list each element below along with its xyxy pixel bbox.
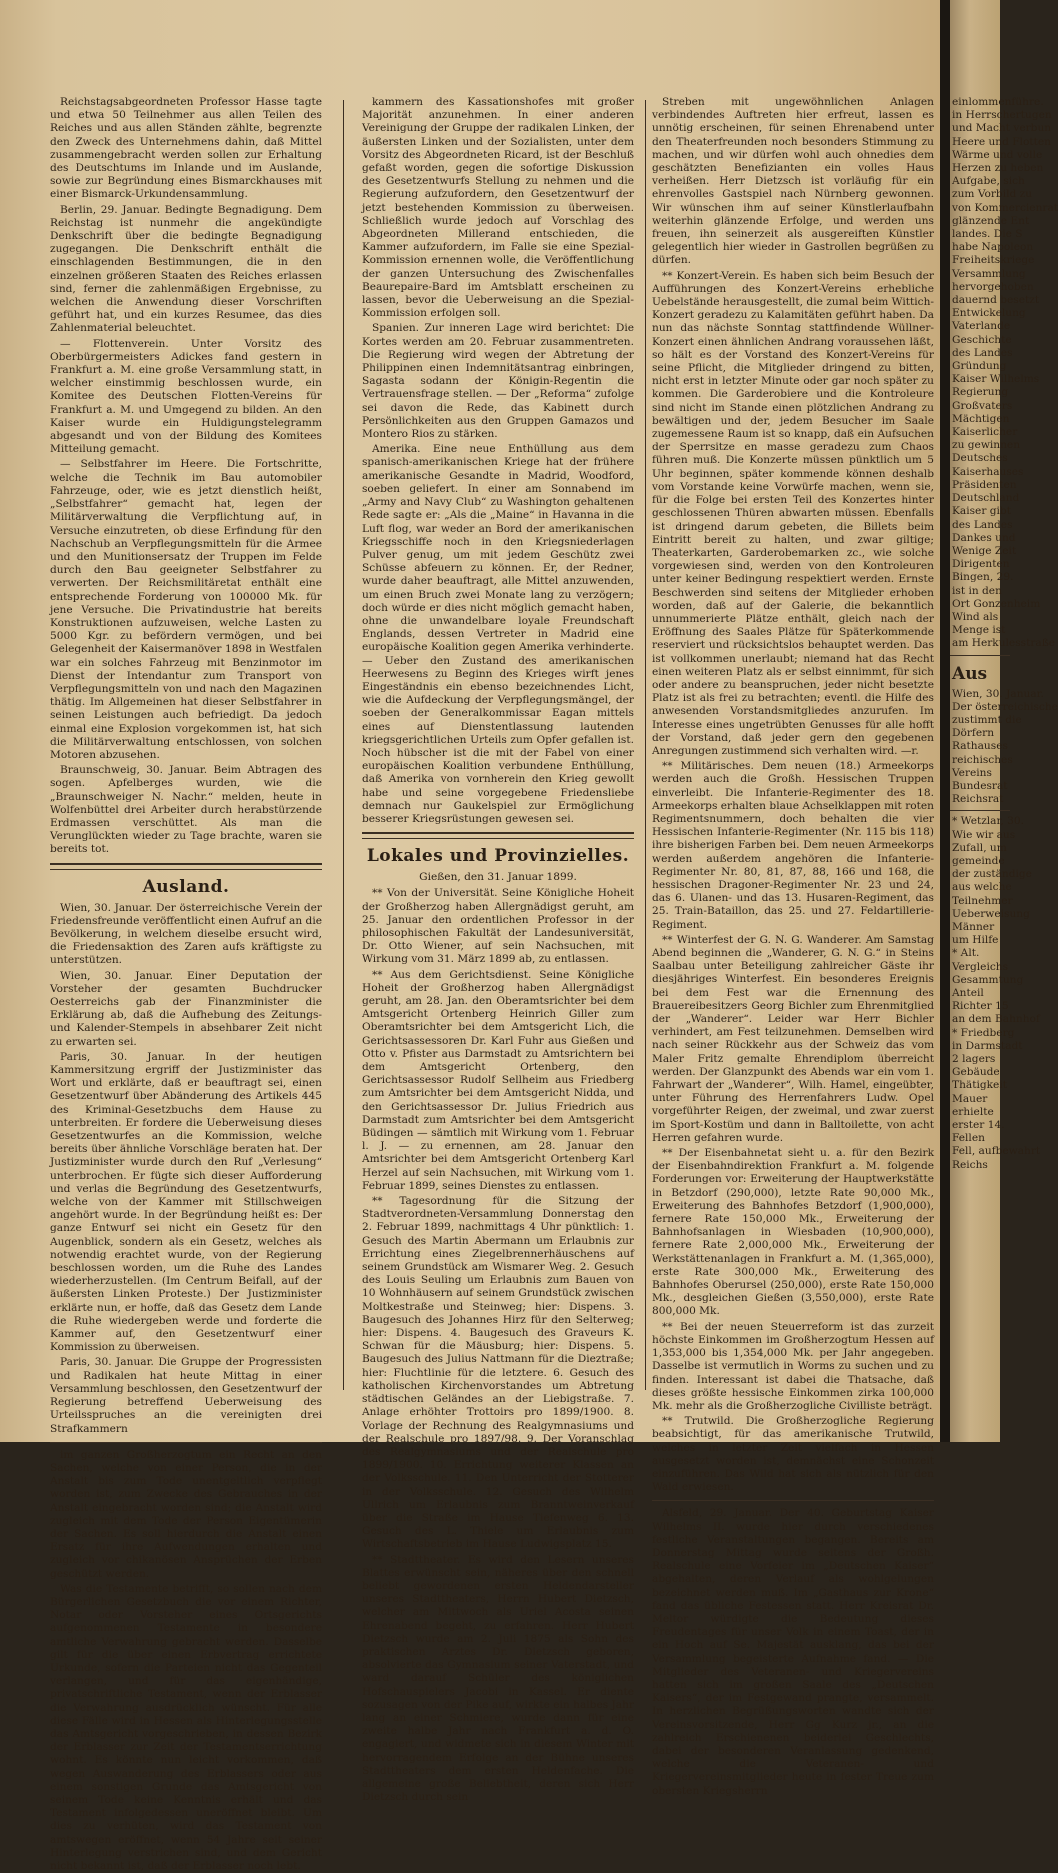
adjacent-page-line: Freiheitskriege — [952, 254, 1035, 267]
adjacent-page-line: in Darmstadt — [952, 1039, 1023, 1052]
adjacent-page-line: habe Napoleon — [952, 241, 1034, 254]
adjacent-page-line: aus welche — [952, 881, 1012, 894]
adjacent-page-line: 2 lagers — [952, 1053, 996, 1066]
article-hasse: Reichstagsabgeordneten Professor Hasse tagte und etwa 50 Teilnehmer aus allen Teilen des Reiches und aus allen Ständen zählte, begrenzte den Zweck des Unternehmens dahin, daß Mittel zusammengebracht werden sollen zur Erhaltung des Deutschtums im Inlande und im Auslande, sowie zur Begründung eines Bismarckhauses mit einer Bismarck-Urkundensammlung. — [50, 96, 322, 201]
article-paris-kammer: Paris, 30. Januar. In der heutigen Kammersitzung ergriff der Justizminister das Wort und erklärte, daß er beauftragt sei, einen Gesetzentwurf über Abänderung des Artikels 445 des Kriminal-Gesetzbuchs dem Hause zu unterbreiten. Er fordere die Ueberweisung dieses Gesetzentwurfes an die Kommission, welche bereits über ähnliche Vorschläge beraten hat. Der Justizminister wurde durch den Ruf „Verlesung“ unterbrochen. Er fügte sich dieser Aufforderung und verlas die Begründung des Gesetzentwurfs, welche von der Kammer mit Stillschweigen angehört wurde. In der Begründung heißt es: Der ganze Entwurf sei nicht ein Gesetz für den Augenblick, sondern als ein Gesetz, welches als notwendig erachtet wurde, von der Regierung beschlossen worden, um die Ruhe des Landes wiederherzustellen. (Im Centrum Beifall, auf der äußersten Linken Proteste.) Der Justizminister erklärte nun, er hoffe, daß das Gesetz dem Lande die Ruhe wiedergeben werde und forderte die Kammer auf, den Gesetzentwurf einer Kommission zu überweisen. — [50, 1050, 322, 1354]
section-title-lokales: Lokales und Provinzielles. — [366, 846, 630, 867]
adjacent-page-divider — [950, 655, 1010, 656]
adjacent-page-line: Anteil — [952, 987, 984, 999]
adjacent-page-line: Der österreichische — [952, 700, 1058, 713]
adjacent-page-line: Wenige Zeit — [952, 544, 1017, 557]
adjacent-page-line: Versammlung — [952, 267, 1026, 280]
adjacent-page-line: Deutsches — [952, 452, 1008, 465]
adjacent-page-line: Aufgabe, sich — [952, 175, 1025, 188]
adjacent-page-line: Fell, aufbewahrt — [952, 1145, 1041, 1158]
column-rule — [645, 100, 646, 1390]
adjacent-page-line: Dirigenten — [952, 558, 1010, 571]
adjacent-page-line: Herzen zu heben — [952, 162, 1044, 175]
adjacent-page-line: Fellen — [952, 1132, 985, 1145]
adjacent-page-line: Entwickelung — [952, 307, 1026, 320]
adjacent-page-line: Bundesrat — [952, 779, 1008, 792]
adjacent-page-line: Zufall, um — [952, 841, 1007, 854]
adjacent-page-line: zu gewinnen — [952, 439, 1021, 452]
adjacent-page-line: von Kommercienrat — [952, 201, 1058, 214]
article-divider — [50, 1442, 322, 1443]
adjacent-page-line: Wie wir aus — [952, 828, 1016, 841]
adjacent-page-line: Großvaters — [952, 399, 1013, 412]
adjacent-page-line: Präsidenten — [952, 478, 1017, 491]
adjacent-page-line: Heere und Flotten — [952, 135, 1051, 148]
article-tagesordnung: ** Tagesordnung für die Sitzung der Stadtverordneten-Versammlung Donnerstag den 2. Februar 1899, nachmittags 4 Uhr pünktlich: 1. Gesuch des Martin Abermann um Erlaubnis zur Errichtung eines Ziegelbrennerhäuschens auf seinem Grundstück am Wismarer Weg. 2. Gesuch des Louis Seuling um Erlaubnis zum Bauen von 10 Wohnhäusern auf seinem Grundstück zwischen Moltkestraße und Steinweg; hier: Dispens. 3. Baugesuch des Johannes Hirz für den Selterweg; hier: Dispens. 4. Baugesuch des Graveurs K. Schwan für die Mäusburg; hier: Dispens. 5. Baugesuch des Julius Nattmann für die Dieztraße; hier: Fluchtlinie für die letztere. 6. Gesuch des katholischen Kirchenvorstandes um Abtretung städtischen Geländes an der Liebigstraße. 7. Anlage erhöhter Trottoirs pro 1899/1900. 8. Vorlage der Rechnung des Realgymnasiums und der Realschule pro 1897/98. 9. Der Voranschlag des Realgymnasiums und der Realschule pro 1899/1900. 10. Errichtung weiterer Klassen an der Volksschule. 11. Den Unterricht der Stotterer in der Volksschule. 12. Gesuch des Wilhelm Ullrich um Erlaubnis zum Branntweinverkauf über die Straße im Hause Tiefenweg 6. 13. Gesuch des L. Thiele um Erlaubnis zum Wirtschaftsbetrieb im Hause Ludwigsplatz 15. — [362, 1195, 634, 1551]
adjacent-page-line: Wärme und volle — [952, 148, 1043, 161]
adjacent-page-line: Teilnehmer — [952, 894, 1013, 907]
adjacent-page-line: Bingen, 29. — [952, 571, 1014, 584]
article-universitaet: ** Von der Universität. Seine Königliche Hoheit der Großherzog haben Allergnädigst geruht, am 25. Januar den ordentlichen Professor in der philosophischen Fakultät der Landesuniversität, Dr. Otto Wiener, auf sein Nachsuchen, mit Wirkung vom 31. März 1899 ab, zu entlassen. — [362, 887, 634, 966]
column-1 — [50, 96, 322, 1872]
adjacent-page-line: erhielte — [952, 1105, 994, 1118]
adjacent-page-line: des Landes — [952, 346, 1013, 359]
article-konzert-verein: ** Konzert-Verein. Es haben sich beim Besuch der Aufführungen des Konzert-Vereins erhebliche Uebelstände herausgestellt, die zumal beim Wittich-Konzert geradezu zu Kalamitäten geführt haben. Da nun das nächste Sonntag stattfindende Wüllner-Konzert einen ähnlichen Andrang voraussehen läßt, so hält es der Vorstand des Konzert-Vereins für seine Pflicht, die Mitglieder dringend zu bitten, nicht erst in letzter Minute oder gar noch später zu kommen. Die Garderobiere und die Kontroleure sind nicht im Stande einen plötzlichen Andrang zu bewältigen und der, jedem Besucher im Saale zugemessene Raum ist so knapp, daß ein Aufsuchen der Sperrsitze en masse geradezu zum Chaos führen muß. Die Konzerte müssen pünktlich um 5 Uhr beginnen, später kommende können deshalb vom Vorstande keine Vorwürfe machen, wenn sie, für die Folge bei ersten Teil des Konzertes hinter geschlossenen Thüren abwarten müssen. Ebenfalls ist dringend darum gebeten, die Billets beim Eintritt bereit zu halten, und zwar giltige; Theaterkarten, Garderobemarken zc., wie solche vorgewiesen sind, werden von den Kontroleuren unter keiner Bedingung respektiert werden. Ernste Beschwerden sind seitens der Mitglieder erhoben worden, daß auf der Galerie, die bekanntlich unnummerierte Plätze enthält, gleich nach der Eröffnung des Saales Plätze für Späterkommende reserviert und rücksichtslos behauptet werden. Das ist vollkommen unerlaubt; niemand hat das Recht einen weiteren Platz als er selbst einnimmt, für sich oder andere zu beanspruchen, jeder nicht besetzte Platz ist als frei zu betrachten; eventl. die Hilfe des anwesenden Vorstandsmitgliedes anzurufen. Im Interesse eines ungetrübten Genusses für alle hofft der Vorstand, daß jeder gern den gegebenen Anregungen zustimmend sich verhalten wird. —r. — [652, 269, 934, 757]
adjacent-page-line: Gebäude — [952, 1066, 1000, 1079]
adjacent-page-line: Kaiserlicher — [952, 426, 1018, 439]
adjacent-page-line: Menge ist — [952, 624, 1006, 637]
article-selbstfahrer: — Selbstfahrer im Heere. Die Fortschritte, welche die Technik im Bau automobiler Fahrzeuge, oder, wie es jetzt dienstlich heißt, „Selbstfahrer“ gemacht hat, legen der Militärverwaltung die Verpflichtung auf, in Versuche einzutreten, ob diese Erfindung für den Nachschub an Verpflegungsmitteln für die Armee und den Munitionsersatz der Truppen im Felde durch den Bau geeigneter Selbstfahrer zu verwerten. Der Reichsmilitäretat enthält eine entsprechende Forderung von 100000 Mk. für jene Versuche. Die Privatindustrie hat bereits Konstruktionen aufzuweisen, welche Lasten zu 5000 Kgr. zu befördern vermögen, und bei Gelegenheit der Kaisermanöver 1898 in Westfalen war ein solches Fahrzeug mit Benzinmotor im Dienst der Intendantur zum Transport von Verpflegungsmitteln von und nach den Magazinen thätig. Im Allgemeinen hat dieser Selbstfahrer in seinen Leistungen auch befriedigt. Da jedoch einmal eine Explosion vorgekommen ist, hat sich die Militärverwaltung entschlossen, von solchen Motoren abzusehen. — [50, 458, 322, 761]
article-amerika: Amerika. Eine neue Enthüllung aus dem spanisch-amerikanischen Kriege hat der frühere amerikanische Gesandte in Madrid, Woodford, soeben geliefert. In einer am Sonnabend im „Army and Navy Club“ zu Washington gehaltenen Rede sagte er: „Als die „Maine“ in Havanna in die Luft flog, war weder an Bord der amerikanischen Kriegsschiffe noch in den Kriegsniederlagen Pulver genug, um mit jedem Geschütz zwei Schüsse abfeuern zu können. Er, der Redner, wurde daher beauftragt, alle Mittel anzuwenden, um einen Bruch zwei Monate lang zu verzögern; doch würde er dies nicht möglich gemacht haben, ohne die unwandelbare loyale Freundschaft Englands, dessen Vertreter in Madrid eine europäische Koalition gegen Amerika verhinderte. — Ueber den Zustand des amerikanischen Heerwesens zu Beginn des Krieges wirft jenes Eingeständnis ein ebenso bezeichnendes Licht, wie die Aufdeckung der Verpflegungsmängel, der soeben der Generalkommissar Eagan mittels eines auf Dienstentlassung lautenden kriegsgerichtlichen Urteils zum Opfer gefallen ist. Noch hübscher ist die mit der Fabel von einer europäischen Koalition verbundene Enthüllung, daß Amerika von vornherein den Krieg gewollt habe und seine vorgegebene Friedensliebe demnach nur Gaukelspiel zur Ermöglichung besserer Kriegsrüstungen gewesen sei. — [362, 443, 634, 825]
adjacent-page-line: Wind als — [952, 610, 999, 623]
article-wien-stempel: Wien, 30. Januar. Einer Deputation der Vorsteher der gesamten Buchdrucker Oesterreichs gab der Finanzminister die Erklärung ab, daß die Aufhebung des Zeitungs- und Kalender-Stempels in absehbarer Zeit nicht zu erwarten sei. — [50, 969, 322, 1048]
adjacent-page-line: Regierung — [952, 386, 1009, 399]
adjacent-page-line: Ueberweisung — [952, 907, 1030, 920]
article-steuerreform: ** Bei der neuen Steuerreform ist das zurzeit höchste Einkommen im Großherzogtum Hessen auf 1,353,000 bis 1,354,000 Mk. per Jahr angegeben. Dasselbe ist vermutlich in Worms zu suchen und zu finden. Interessant ist dabei die Thatsache, daß dieses größte hessische Einkommen zirka 100,000 Mk. mehr als die Großherzogliche Civilliste beträgt. — [652, 1320, 934, 1412]
adjacent-page-line: zustimmt die — [952, 713, 1022, 726]
article-flottenverein: — Flottenverein. Unter Vorsitz des Oberbürgermeisters Adickes fand gestern in Frankfurt a. M. eine große Versammlung statt, in welcher einstimmig beschlossen wurde, ein Komitee des Deutschen Flotten-Vereins für Frankfurt a. M. und Umgegend zu bilden. An den Kaiser wurde ein Huldigungstelegramm abgesandt und von der Bildung des Komitees Mitteilung gemacht. — [50, 337, 322, 456]
article-eisenbahnetat: ** Der Eisenbahnetat sieht u. a. für den Bezirk der Eisenbahndirektion Frankfurt a. M. folgende Forderungen vor: Erweiterung der Hauptwerkstätte in Betzdorf (290,000), letzte Rate 90,000 Mk., Erweiterung des Bahnhofes Betzdorf (1,900,000), fernere Rate 150,000 Mk., Erweiterung der Bahnhofsanlagen in Wiesbaden (10,900,000), fernere Rate 2,000,000 Mk., Erweiterung der Werkstättenanlagen in Frankfurt a. M. (1,365,000), erste Rate 300,000 Mk., Erweiterung des Bahnhofes Oberursel (250,000), erste Rate 150,000 Mk., desgleichen Gießen (3,550,000), erste Rate 800,000 Mk. — [652, 1147, 934, 1318]
article-spanien: Spanien. Zur inneren Lage wird berichtet: Die Kortes werden am 20. Februar zusammentreten. Die Regierung wird wegen der Abtretung der Philippinen einen Indemnitätsantrag einbringen, Sagasta sodann der Königin-Regentin die Vertrauensfrage stellen. — Der „Reforma“ zufolge sei davon die Rede, das Kabinett durch Persönlichkeiten aus den Gruppen Gamazos und Montero Rios zu stärken. — [362, 322, 634, 441]
adjacent-page-line: Vereins — [952, 766, 992, 779]
adjacent-page-line: Deutschland — [952, 492, 1020, 505]
adjacent-page-line: Kaiser Wilhelms — [952, 373, 1040, 386]
adjacent-page-edge — [950, 0, 1058, 1442]
article-alsfeld: Alsfeld, 29. Januar. Der 40. Geburtstag Kaiser Wilhelms II. wurde hier durch verschiedenes festliche Veranstaltungen begangen. Bereits am Donnerstag Mittag wurde seitens der Großh. Realschule eine Vorfeier im „Deutschen Kaiser“ abgehalten, deren Verlauf als wohlgelungen bezeichnet werden muß. Im „Gasthaus zur Krone“ fand das übliche Festessen statt. Herr Kreisrat Dr. Meltor würdigte die Bedeutung dieses Freudentages für unser Volk in einem Toast, der in ein Hoch auf Se. Majestät ausklang, das bei der Versammlung begeisterte Aufnahme fand. — Die Mitglieder des Veteranen- und Kriegervereins hatten sich im großen Saale des „Deutschen Kaisers“, der im Festgewand prangte, versammelt. In herzlichen Begrüßungsworten wandte sich der Vereinsvorsitzende, Herr Gg Kurz jr., an die zahlreich Erschienenen beiderlei Geschlechts, dabei der besonderen Veranlassung gedenkend, welche die Veteranen- und Kriegervereinsmitglieder heute in fester Treue zum obersten Kriegsherrn — [652, 1507, 934, 1797]
adjacent-page-text — [950, 96, 1058, 1172]
adjacent-page-line: Dankes und — [952, 531, 1016, 544]
adjacent-page-line: Kaiser gibt — [952, 505, 1011, 518]
section-title-ausland: Ausland. — [142, 876, 230, 897]
adjacent-page-line: Vergleichs — [952, 960, 1009, 973]
adjacent-page-line: * Friedberg — [952, 1026, 1015, 1039]
dateline: Gießen, den 31. Januar 1899. — [419, 871, 577, 884]
adjacent-page-line: Gründung — [952, 360, 1007, 373]
adjacent-page-line: Wien, 30. Januar. — [952, 687, 1044, 700]
adjacent-page-line: Reichs — [952, 1158, 988, 1171]
column-3 — [652, 96, 934, 1797]
article-paris-gruppe: Paris, 30. Januar. Die Gruppe der Progressisten und Radikalen hat heute Mittag in einer Versammlung beschlossen, den Gesetzentwurf der Regierung betreffend Ueberweisung des Urteilsspruches an die vereinigten drei Strafkammern — [50, 1356, 322, 1435]
article-anstalt: im ganzen Großherzogtum ein Recht an den Sachen, welche von einer Person, die in der Anstalt bis zum Tode unentgeltlich verpflegt worden ist, zum Zwecke des Gebrauches in der Anstalt eingebracht worden sind; die Anstalt wird zugleich mit dem Tode der Person Eigentümerin der Sachen. Es soll hierdurch die Anstalt einen Ersatz für ihre Aufwendungen erhalten und zugleich vor chikanösen Ansprüchen der Erben geschützt werden. — [50, 1448, 322, 1580]
adjacent-page-line: Vaterlande — [952, 320, 1011, 333]
article-wanderer: ** Winterfest der G. N. G. Wanderer. Am Samstag Abend beginnen die „Wanderer, G. N. G.“ in Steins Saalbau unter Beteiligung zahlreicher Gäste ihr diesjähriges Winterfest. Ein besonderes Ereignis bei dem Fest war die Ernennung des Brauereibesitzers Georg Bichler zum Ehrenmitglied der „Wanderer“. Leider war Herr Bichler verhindert, am Fest teilzunehmen. Demselben wird nach seiner Rückkehr aus der Schweiz das vom Maler Fritz gemalte Ehrendiplom überreicht werden. Der Glanzpunkt des Abends war ein vom 1. Fahrwart der „Wanderer“, Wilh. Hamel, eingeübter, unter Führung des Herrenfahrers Ludw. Opel vorgeführter Reigen, der zweimal, und zwar zuerst im Sport-Kostüm und dann in Balltoilette, von acht Herren gefahren wurde. — [652, 933, 934, 1144]
article-begnadigung: Berlin, 29. Januar. Bedingte Begnadigung. Dem Reichstag ist nunmehr die angekündigte Denkschrift über die bedingte Begnadigung zugegangen. Die Denkschrift enthält die einschlagenden Bestimmungen, die in den einzelnen größeren Staaten des Reiches erlassen sind, ferner die zahlenmäßigen Ergebnisse, zu welchen die Anwendung dieser Vorschriften geführt hat, und ein kurzes Resumee, das dies Zahlenmaterial beleuchtet. — [50, 203, 322, 335]
adjacent-page-line: zum Vorbild zu — [952, 188, 1033, 201]
adjacent-page-line: an dem Bahnhof — [952, 1013, 1040, 1026]
adjacent-page-line: ist in den — [952, 584, 1002, 597]
adjacent-page-line: in Herrschertugen — [952, 109, 1052, 122]
adjacent-page-line: gemeinde — [952, 854, 1005, 867]
adjacent-page-line: Reichsrat — [952, 793, 1004, 806]
adjacent-page-line: Ort Gonzenheim — [952, 597, 1041, 610]
adjacent-page-line: am Herkulesstraße — [952, 637, 1056, 650]
adjacent-page-line: dauernd besetzt — [952, 294, 1040, 307]
adjacent-page-line: Mächtigen — [952, 412, 1010, 425]
adjacent-page-line: Thätigkeit — [952, 1079, 1007, 1092]
adjacent-page-line: Rathauses — [952, 740, 1008, 753]
section-divider — [50, 863, 322, 870]
article-gerichtsdienst: ** Aus dem Gerichtsdienst. Seine Königliche Hoheit der Großherzog haben Allergnädigst geruht, am 28. Jan. den Oberamtsrichter bei dem Amtsgericht Ortenberg Heinrich Giller zum Oberamtsrichter bei dem Amtsgericht Lich, die Gerichtsassessoren Dr. Karl Fuhr aus Gießen und Otto v. Pfister aus Darmstadt zu Amtsrichtern bei dem Amtsgericht Ortenberg, den Gerichtsassessor Rudolf Sellheim aus Friedberg zum Amtsrichter bei dem Amtsgericht Nidda, und den Gerichtsassessor Dr. Julius Friedrich aus Darmstadt zum Amtsrichter bei dem Amtsgericht Büdingen — sämtlich mit Wirkung vom 1. Februar l. J. — zu ernennen, am 28. Januar den Amtsrichter bei dem Amtsgericht Ortenberg Karl Herzel auf sein Nachsuchen, mit Wirkung vom 1. Februar 1899, seines Dienstes zu entlassen. — [362, 968, 634, 1192]
adjacent-page-line: und Macht verbun — [952, 122, 1052, 135]
adjacent-page-line: um Hilfe — [952, 934, 999, 947]
adjacent-page-line: Gesammtung — [952, 973, 1024, 986]
adjacent-page-line: erster 14. — [952, 1119, 1005, 1132]
adjacent-page-line: Geschichte — [952, 333, 1012, 346]
article-militaerisches: ** Militärisches. Dem neuen (18.) Armeekorps werden auch die Großh. Hessischen Truppen einverleibt. Die Infanterie-Regimenter des 18. Armeekorps erhalten blaue Achselklappen mit roten Regimentsnummern, doch behalten die vier Hessischen Infanterie-Regimenter (Nr. 115 bis 118) ihre bisherigen Farben bei. Dem neuen Armeekorps werden außerdem angehören die Infanterie-Regimenter Nr. 80, 81, 87, 88, 166 und 168, die hessischen Dragoner-Regimenter Nr. 23 und 24, das 6. Ulanen- und das 13. Husaren-Regiment, das 25. Train-Bataillon, das 25. und 27. Feldartillerie-Regiment. — [652, 760, 934, 931]
adjacent-page-line: * Alt. — [952, 947, 980, 960]
book-spine — [940, 0, 950, 1442]
adjacent-page-line: reichisches — [952, 753, 1013, 766]
adjacent-page-line: Mauer — [952, 1092, 988, 1105]
adjacent-page-line: der zuständige — [952, 868, 1032, 881]
adjacent-page-line: Dörfern — [952, 727, 995, 740]
article-braunschweig: Braunschweig, 30. Januar. Beim Abtragen des sogen. Apfelberges wurden, wie die „Braunschweiger N. Nachr.“ melden, heute in Wolfenbüttel drei Arbeiter durch herabstürzende Erdmassen verschüttet. Als man die Verunglückten wieder zu Tage brachte, waren sie bereits tot. — [50, 764, 322, 856]
section-divider — [362, 832, 634, 839]
adjacent-page-line: landes. Die S — [952, 228, 1023, 241]
column-rule — [343, 100, 344, 1390]
adjacent-page-line: Kaiserhauses — [952, 465, 1024, 478]
adjacent-page-line: des Landes — [952, 518, 1013, 531]
adjacent-page-line: glänzende Ent — [952, 214, 1030, 227]
column-2 — [362, 96, 634, 1804]
article-stadttheater: ** Stadttheater. Es wird den Lesern unseres Blattes erwünscht sein, näheres über den schnell beliebt gewordenen ersten Heldendarsteller unseres Stadttheaters, Herrn Hubert Dietzsch, welcher am Mittwoch als Uriel Acosta seinen Ehrenabend begeht, zu erfahren. Herr Hubert Dietzsch wurde am 2. Juli 1875 als Sohn des praktischen Arztes Dr. Dietzsch geboren, absolvierte das Gymnasium seiner Vaterstadt, und ward darauf Schüler des königlichen Hofschauspielers Jacobi in Kassel. Er diente sozusagen von der Pike auf, wirkte ein halbes Jahr lang an einer Schmiere, wurde dann für eine zweite halbe Jahr nach Frankfurt a. d. O. engagiert, und widmete sich in diesem Winter mit hervorragendem Erfolge an der Bühne unseres Stadttheaters dem ersten Heldenfache. Die allgemeine große Beliebtheit, deren sich Herr Dietzsch durch sein — [362, 1553, 634, 1804]
article-wien-friedensfreunde: Wien, 30. Januar. Der österreichische Verein der Friedensfreunde veröffentlicht einen Aufruf an die Bevölkerung, in welchem dieselbe ersucht wird, die Friedensaktion des Zaren aufs kräftigste zu unterstützen. — [50, 901, 322, 967]
article-divider — [652, 1500, 934, 1501]
article-testamente: Was die Testamente betrifft, so sollen nach dem Bürgerlichen Gesetzbuch die vor einem Richter, Notar oder Vorsteher eines Ortsgerichts aufgenommenen Testamente in besondere amtliche Verwahrung gebracht werden. Dasselbe gilt für die über einen Erbvertrag errichtete Urkunde, sofern die Parteien nicht das Gegenteil verlangen, und für das eigenhändige, privatschriftliche Testament, wenn der Erblasser die Verwahrung ausdrücklich wünscht. Für alle diese Fälle wird in Hessen als Hinterlegungsstelle das Amtsgericht vorgeschrieben, in dessen Bezirk der Erblasser zur Zeit der Testamentserrichtung wohnt. Es könnte nun leicht vorkommen, daß wegen Auswanderung des Erblassers oder aus einem sonstigen Grunde das Amtsgericht von seinem Tode keine Kenntnis erhält und das Testament infolgedessen uneröffnet bleibt. Um dies zu verhüten, wird das Testament von amtswegen eröffnet, wenn 54 Jahre seit seiner Hinterlegung verstrichen sind, und dem Gericht nicht bekannt ist, daß der Erblasser noch lebt. — [50, 1582, 322, 1872]
adjacent-page-section-title: Aus — [952, 663, 988, 684]
adjacent-page-line: Männer — [952, 920, 995, 933]
adjacent-page-divider — [950, 810, 1010, 811]
article-stadttheater-cont: Streben mit ungewöhnlichen Anlagen verbindendes Auftreten hier erfreut, lassen es unnötig erscheinen, für seinen Ehrenabend unter den Theaterfreunden noch besonders Stimmung zu machen, und wir dürfen wohl auch ohnedies dem geschätzten Benefizianten ein volles Haus verheißen. Herr Dietzsch ist vorläufig für ein ehrenvolles Gastspiel nach Nürnberg gewonnen. Wir wünschen ihm auf seiner Künstlerlaufbahn weiterhin glänzende Erfolge, und werden uns freuen, ihn seinerzeit als ausgereiften Künstler gelegentlich hier wieder in Gastrollen begrüßen zu dürfen. — [652, 96, 934, 267]
adjacent-page-line: einlommenführe. — [952, 96, 1044, 108]
adjacent-page-line: hervorgehoben — [952, 280, 1034, 293]
adjacent-page-line: * Wetzlar, 30. — [952, 815, 1024, 828]
article-trutwild: ** Trutwild. Die Großherzogliche Regierung beabsichtigt, für das amerikanische Trutwild, welches in letzter Zeit vielfach in Hessen ausgesetzt worden ist, demnächst eine Schonzeit einzuführen. Das Wild hat sich als nützlich für den Wald erwiesen. — [652, 1415, 934, 1494]
article-kassation: kammern des Kassationshofes mit großer Majorität anzunehmen. In einer anderen Vereinigung der Gruppe der radikalen Linken, der äußersten Linken und der Sozialisten, unter dem Vorsitz des Abgeordneten Ricard, ist der Beschluß gefaßt worden, gegen die sofortige Diskussion des Gesetzentwurfs Stellung zu nehmen und die Regierung aufzufordern, den Gesetzentwurf der jetzt bestehenden Kommission zu überweisen. Schließlich wurde jedoch auf Vorschlag des Abgeordneten Millerand entschieden, die Kammer aufzufordern, im Falle sie eine Spezial-Kommission ernennen wolle, die Veröffentlichung der ganzen Untersuchung des Zwischenfalles Beaurepaire-Bard im Amtsblatt erscheinen zu lassen, bevor die Ueberweisung an die Spezial-Kommission erfolgen soll. — [362, 96, 634, 320]
adjacent-page-line: Richter 15 — [952, 1000, 1009, 1013]
